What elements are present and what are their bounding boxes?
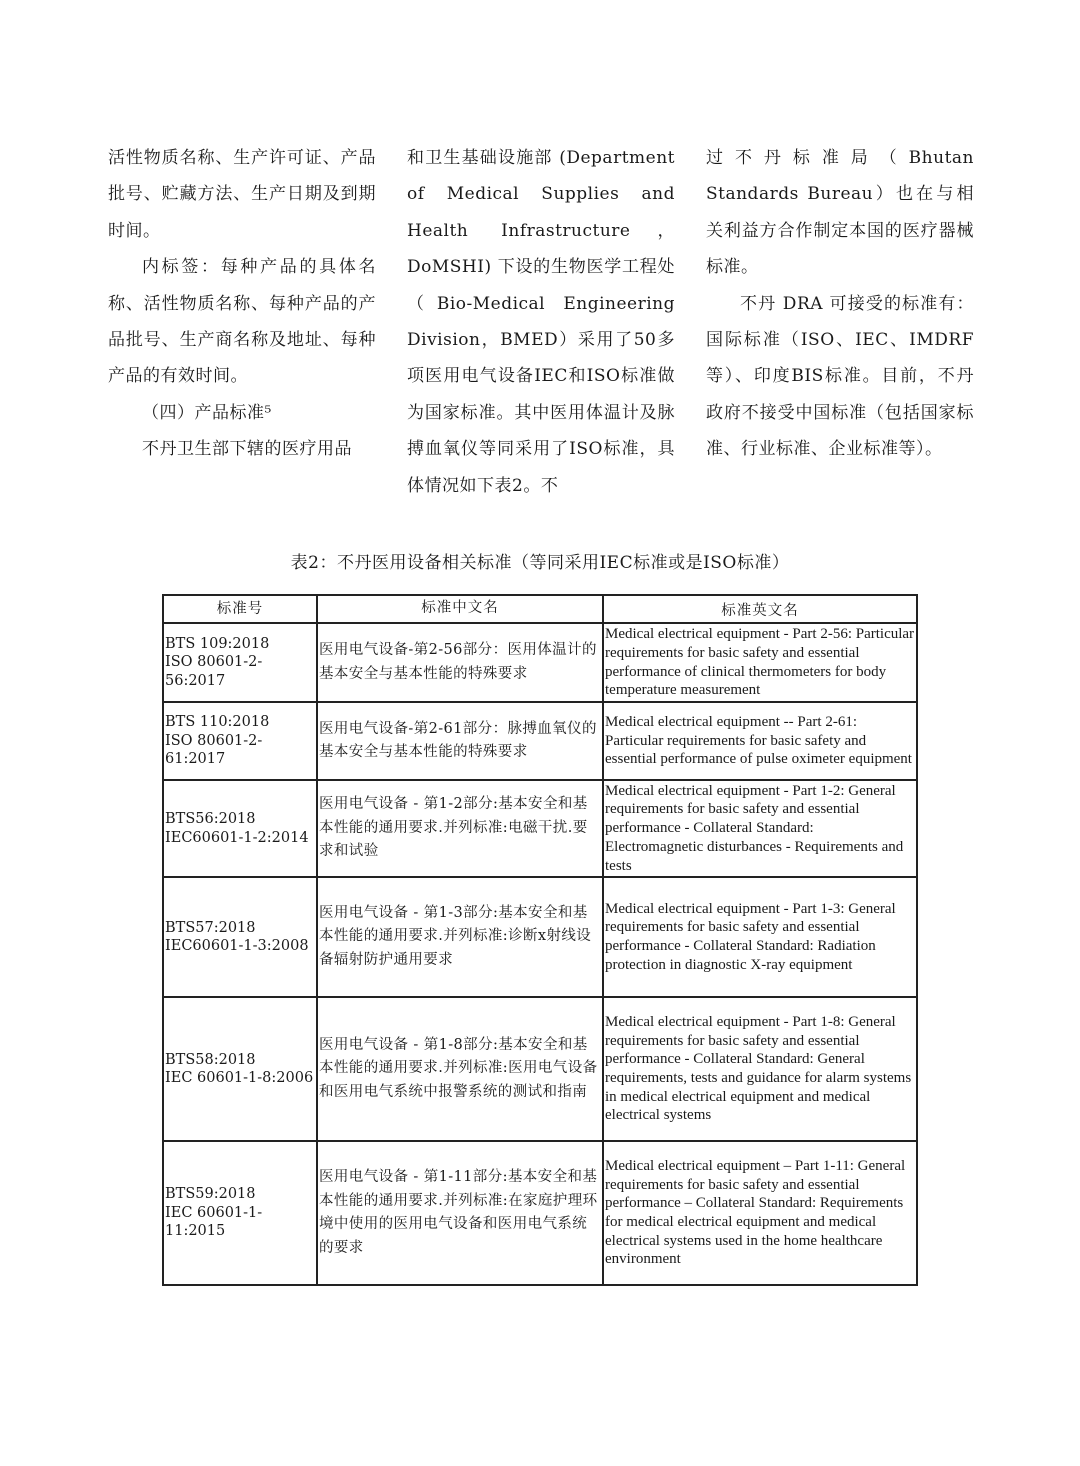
table-row	[163, 623, 917, 702]
header-standard-number: 标准号	[163, 595, 317, 623]
paragraph: 和卫生基础设施部 (Department of Medical Supplies and Health Infrastructure，DoMSHI) 下设的生物医学工程处（Bio-Medical Engineering Division，BMED）采用了50多项医用电气设备IEC和ISO标准做为国家标准。其中医用体温计及脉搏血氧仪等同采用了ISO标准，具体情况如下表2。不	[407, 148, 675, 496]
standard-number-cell: BTS57:2018 IEC60601-1-3:2008	[163, 877, 317, 997]
table-row	[163, 780, 917, 877]
paragraph: 不丹 DRA 可接受的标准有：国际标准（ISO、IEC、IMDRF等）、印度BIS标准。目前，不丹政府不接受中国标准（包括国家标准、行业标准、企业标准等）。	[706, 293, 974, 460]
standard-number-cell: BTS 109:2018 ISO 80601-2-56:2017	[163, 623, 317, 702]
standard-number-cell: BTS59:2018 IEC 60601-1-11:2015	[163, 1141, 317, 1285]
english-name-cell: Medical electrical equipment - Part 1-3: General requirements for basic safety and essential performance - Collateral Standard: Radiation protection in diagnostic X-ray equipment	[603, 877, 917, 997]
header-english-name: 标准英文名	[603, 595, 917, 623]
chinese-name-cell: 医用电气设备 - 第1-3部分:基本安全和基本性能的通用要求.并列标准:诊断x射线设备辐射防护通用要求	[317, 877, 603, 997]
chinese-name-cell: 医用电气设备 - 第1-8部分:基本安全和基本性能的通用要求.并列标准:医用电气设备和医用电气系统中报警系统的测试和指南	[317, 997, 603, 1141]
text-column-middle	[407, 140, 675, 504]
english-name-cell: Medical electrical equipment - Part 2-56: Particular requirements for basic safety and essential performance of clinical thermometers for body temperature measurement	[603, 623, 917, 702]
header-chinese-name: 标准中文名	[317, 595, 603, 623]
chinese-name-cell: 医用电气设备 - 第1-11部分:基本安全和基本性能的通用要求.并列标准:在家庭护理环境中使用的医用电气设备和医用电气系统的要求	[317, 1141, 603, 1285]
english-name-cell: Medical electrical equipment – Part 1-11: General requirements for basic safety and essential performance – Collateral Standard: Requirements for medical electrical equipment and medical electrical systems used in the home healthcare environment	[603, 1141, 917, 1285]
chinese-name-cell: 医用电气设备-第2-56部分：医用体温计的基本安全与基本性能的特殊要求	[317, 623, 603, 702]
paragraph: 活性物质名称、生产许可证、产品批号、贮藏方法、生产日期及到期时间。	[108, 148, 376, 241]
standard-number-cell: BTS56:2018 IEC60601-1-2:2014	[163, 780, 317, 877]
section-heading: （四）产品标准⁵	[142, 402, 272, 423]
table-row	[163, 877, 917, 997]
table-row	[163, 702, 917, 780]
standard-number-cell: BTS58:2018 IEC 60601-1-8:2006	[163, 997, 317, 1141]
table-row	[163, 997, 917, 1141]
paragraph: 内标签：每种产品的具体名称、活性物质名称、每种产品的产品批号、生产商名称及地址、每种产品的有效时间。	[108, 257, 376, 387]
table-caption: 表2：不丹医用设备相关标准（等同采用IEC标准或是ISO标准）	[290, 553, 790, 573]
standard-number-cell: BTS 110:2018 ISO 80601-2-61:2017	[163, 702, 317, 780]
chinese-name-cell: 医用电气设备-第2-61部分：脉搏血氧仪的基本安全与基本性能的特殊要求	[317, 702, 603, 780]
english-name-cell: Medical electrical equipment - Part 1-2: General requirements for basic safety and essential performance - Collateral Standard: Electromagnetic disturbances - Requirements and tests	[603, 780, 917, 877]
chinese-name-cell: 医用电气设备 - 第1-2部分:基本安全和基本性能的通用要求.并列标准:电磁干扰.要求和试验	[317, 780, 603, 877]
table-row	[163, 1141, 917, 1285]
table-header-row	[163, 595, 917, 623]
text-column-right	[706, 140, 974, 468]
paragraph: 不丹卫生部下辖的医疗用品	[142, 439, 352, 460]
standards-table	[162, 594, 918, 1286]
text-column-left	[108, 140, 376, 468]
paragraph: 过不丹标准局（Bhutan Standards Bureau）也在与相关利益方合作制定本国的医疗器械标准。	[706, 148, 974, 278]
english-name-cell: Medical electrical equipment -- Part 2-61: Particular requirements for basic safety and essential performance of pulse oximeter equipment	[603, 702, 917, 780]
english-name-cell: Medical electrical equipment - Part 1-8: General requirements for basic safety and essential performance - Collateral Standard: General requirements, tests and guidance for alarm systems in medical electrical equipment and medical electrical systems	[603, 997, 917, 1141]
